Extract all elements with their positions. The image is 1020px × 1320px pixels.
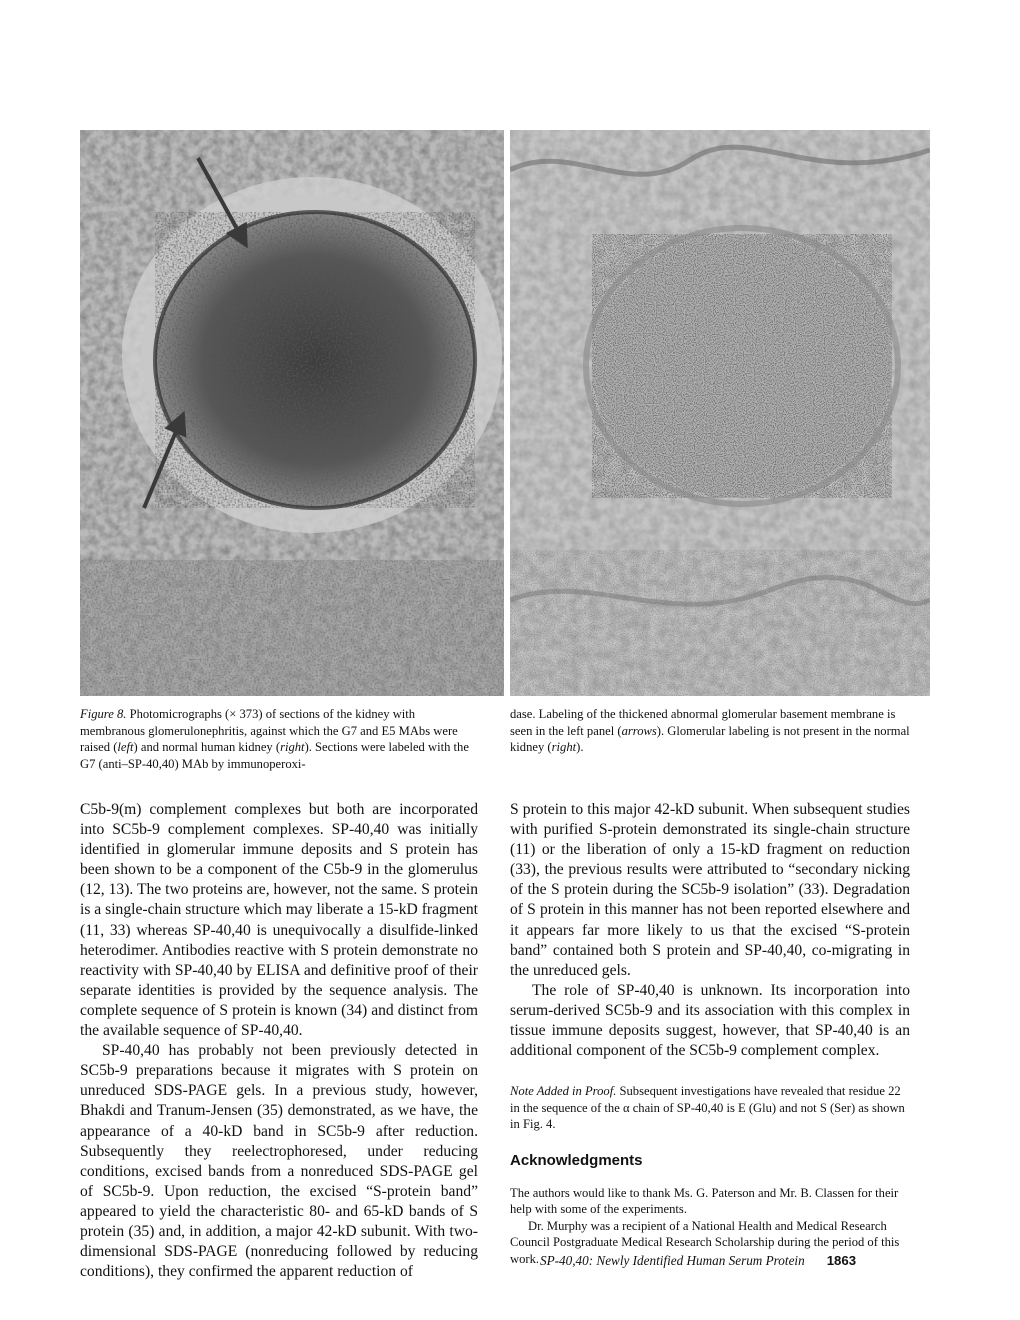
acknowledgments-paragraph: Dr. Murphy was a recipient of a National Health and Medical Research Council Postgraduate Medical Research Scholarship during the period of this work. <box>510 1218 900 1266</box>
caption-text: dase. Labeling of the thickened abnormal glomerular basement membrane is seen in the left panel ( <box>510 707 896 738</box>
caption-text: Photomicrographs (× 373) of sections of the kidney with membranous glomerulonephritis, against which the G7 and E5 MAbs were raised ( <box>80 707 458 754</box>
figure-caption-left <box>80 706 480 772</box>
body-paragraph: SP-40,40 has probably not been previously detected in SC5b-9 preparations because it migrates with S protein on unreduced SDS-PAGE gels. In a previous study, however, Bhakdi and Tranum-Jensen (35) demonstrated, as we have, the appearance of a 40-kD band in SC5b-9 after reduction. Subsequently they reelectrophoresed, under reducing conditions, excised bands from a nonreduced SDS-PAGE gel of SC5b-9. Upon reduction, the excised “S-protein band” appeared to yield the characteristic 80- and 65-kD bands of S protein (35) and, in addition, a major 42-kD subunit. With two-dimensional SDS-PAGE (nonreducing followed by reducing conditions), they confirmed the apparent reduction of <box>80 1042 478 1281</box>
page-footer <box>540 1253 910 1269</box>
running-title: SP-40,40: Newly Identified Human Serum Protein <box>540 1253 805 1268</box>
caption-text: ) and normal human kidney ( <box>133 740 281 754</box>
micrograph-membranous-glomerulonephritis-icon <box>80 130 504 696</box>
caption-text: ). Sections were labeled with the G7 (anti–SP-40,40) MAb by immunoperoxi- <box>80 740 469 771</box>
note-text: Subsequent investigations have revealed that residue 22 in the sequence of the α chain of SP-40,40 is E (Glu) and not S (Ser) as shown in Fig. 4. <box>510 1084 905 1132</box>
caption-italic: arrows <box>621 723 657 738</box>
figure-right-micrograph <box>510 130 930 696</box>
body-paragraph: S protein to this major 42-kD subunit. When subsequent studies with purified S-protein demonstrated its single-chain structure (11) or the liberation of only a 15-kD fragment on reduction (33), the previous results were attributed to “secondary nicking of the S protein during the SC5b-9 isolation” (33). Degradation of S protein in this manner has not been reported elsewhere and it appears far more likely to us that the excised “S-protein band” contained both S protein and SP-40,40, co-migrating in the unreduced gels. <box>510 801 910 979</box>
caption-italic: left <box>117 740 134 754</box>
body-paragraph: The role of SP-40,40 is unknown. Its incorporation into serum-derived SC5b-9 and its association with this complex in tissue immune deposits suggest, however, that SP-40,40 is an additional component of the SC5b-9 complement complex. <box>510 981 910 1060</box>
figure-left-micrograph <box>80 130 504 696</box>
figure-label: Figure 8. <box>80 707 127 721</box>
caption-text: ). Glomerular labeling is not present in the normal kidney ( <box>510 723 910 754</box>
page-number: 1863 <box>826 1253 857 1268</box>
note-added-in-proof <box>510 1083 910 1133</box>
body-paragraph: C5b-9(m) complement complexes but both are incorporated into SC5b-9 complement complexes. SP-40,40 was initially identified in glomerular immune deposits and S protein has been shown to be a component of the C5b-9 in the glomerulus (12, 13). The two proteins are, however, not the same. S protein is a single-chain structure which may liberate a 15-kD fragment (11, 33) whereas SP-40,40 is unequivocally a disulfide-linked heterodimer. Antibodies reactive with S protein demonstrate no reactivity with SP-40,40 by ELISA and definitive proof of their separate identities is provided by the sequence analysis. The complete sequence of S protein is known (34) and distinct from the available sequence of SP-40,40. <box>80 801 478 1040</box>
note-label: Note Added in Proof. <box>510 1084 617 1099</box>
acknowledgments-heading: Acknowledgments <box>510 1151 643 1169</box>
caption-italic: right <box>551 740 577 754</box>
micrograph-normal-kidney-icon <box>510 130 930 696</box>
body-column-left <box>80 800 478 1282</box>
figure-caption-right <box>510 706 910 756</box>
acknowledgments-paragraph: The authors would like to thank Ms. G. Paterson and Mr. B. Classen for their help with some of the experiments. <box>510 1185 899 1217</box>
body-column-right <box>510 800 910 1267</box>
caption-text: ). <box>576 740 584 754</box>
caption-italic: right <box>280 740 305 754</box>
